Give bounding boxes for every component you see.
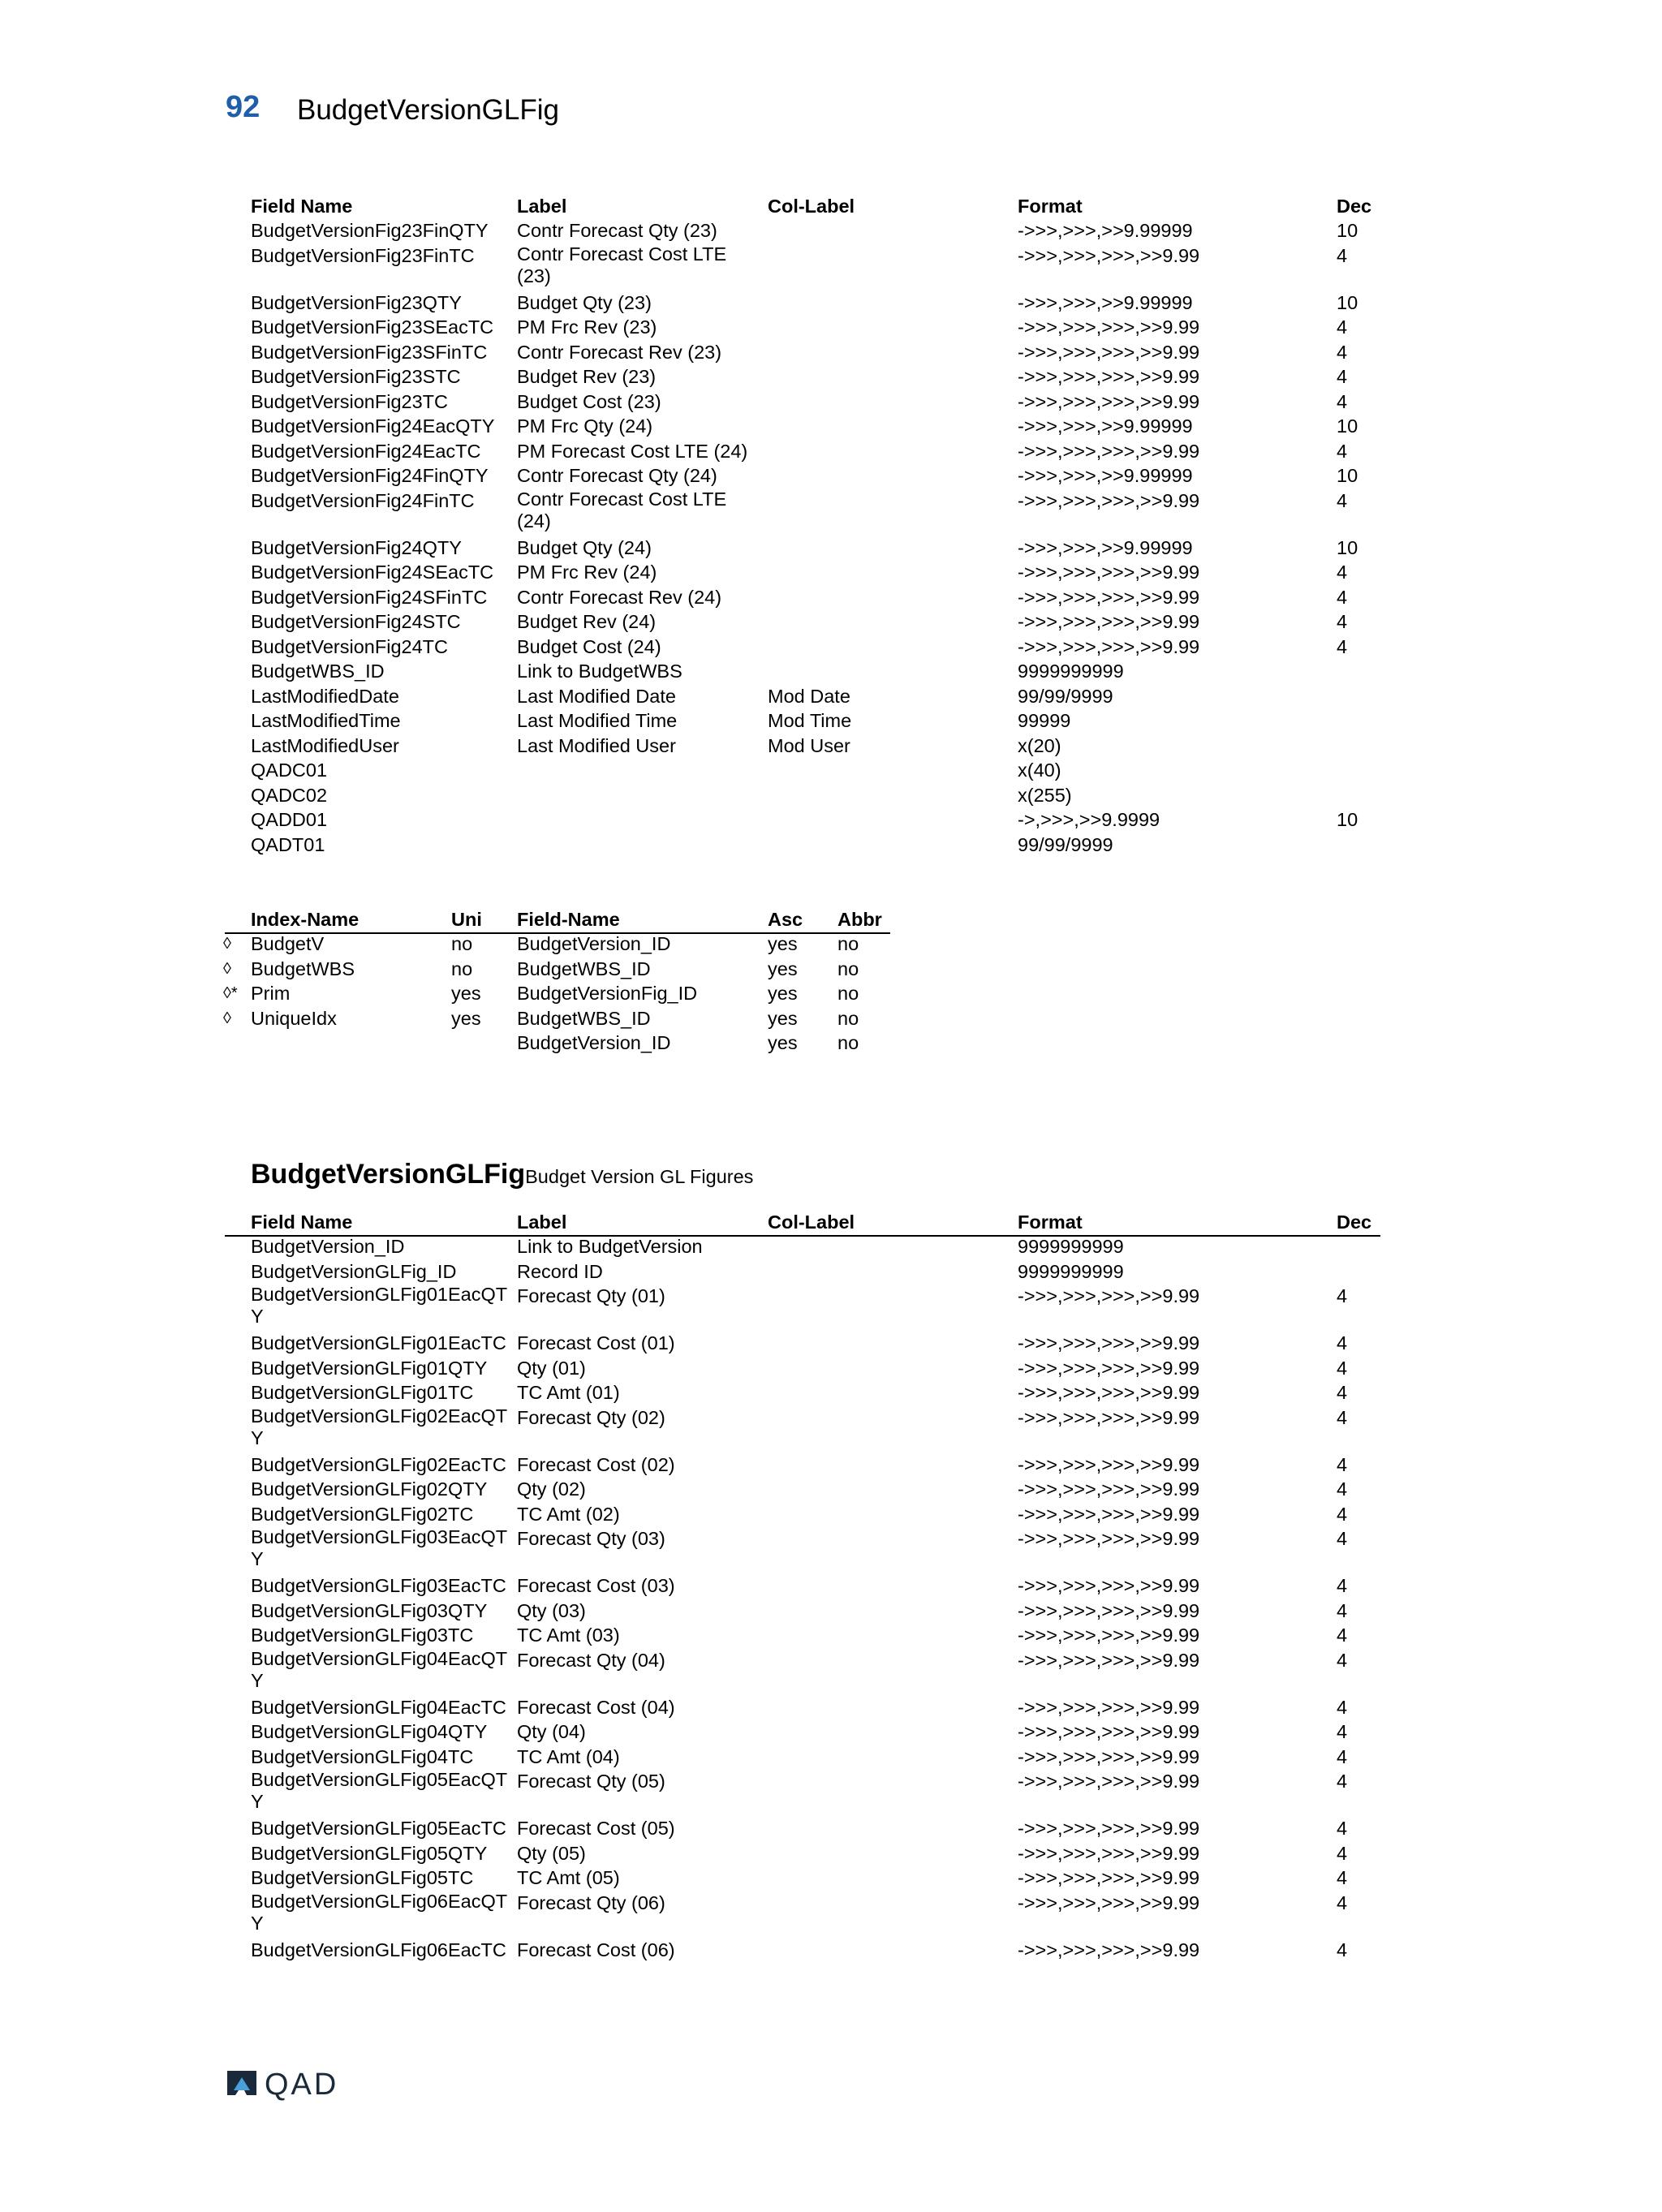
format-cell: 99999: [1018, 710, 1071, 731]
label-cell: Record ID: [517, 1260, 603, 1282]
label-cell: Qty (03): [517, 1599, 586, 1621]
field-name-cell: BudgetVersion_ID: [517, 933, 671, 954]
table-row: [251, 1259, 1387, 1285]
format-cell: ->>>,>>>,>>>,>>9.99: [1018, 316, 1200, 338]
column-header: Label: [517, 196, 567, 217]
field-name-cell: BudgetVersionGLFig05EacTC: [251, 1818, 506, 1839]
table-row: [251, 488, 1387, 536]
label-cell: Qty (02): [517, 1478, 586, 1500]
dec-cell: 4: [1337, 1745, 1348, 1767]
format-cell: ->>>,>>>,>>>,>>9.99: [1018, 341, 1200, 363]
table-row: [251, 1502, 1387, 1527]
index-row: [223, 957, 900, 982]
column-header: Dec: [1337, 196, 1372, 217]
format-cell: 99/99/9999: [1018, 833, 1113, 855]
format-cell: 9999999999: [1018, 1260, 1124, 1282]
field-name-cell: BudgetVersionGLFig05QTY: [251, 1842, 488, 1864]
table-row: [251, 708, 1387, 734]
field-name-cell: BudgetWBS_ID: [517, 958, 651, 979]
page-number: 92: [226, 90, 260, 124]
column-header: Label: [517, 1211, 567, 1233]
field-name-cell: BudgetVersionFig24FinTC: [251, 489, 475, 511]
dec-cell: 10: [1337, 465, 1358, 486]
dec-cell: 4: [1337, 1285, 1348, 1306]
table-name: BudgetVersionGLFig: [251, 1159, 526, 1190]
column-header: Field Name: [251, 1211, 353, 1233]
field-name-cell: BudgetVersionGLFig02EacQTY: [251, 1405, 508, 1448]
table-row: [251, 243, 1387, 290]
table-row: [251, 1477, 1387, 1502]
table-row: [251, 1648, 1387, 1695]
table-body: [223, 932, 900, 1056]
dec-cell: 4: [1337, 1721, 1348, 1742]
field-name-cell: BudgetVersionFig23FinTC: [251, 244, 475, 266]
field-table: [251, 194, 1387, 857]
format-cell: ->>>,>>>,>>9.99999: [1018, 465, 1193, 486]
column-header: Format: [1018, 1211, 1083, 1233]
label-cell: Forecast Qty (01): [517, 1285, 665, 1306]
field-name-cell: BudgetVersionGLFig_ID: [251, 1260, 457, 1282]
table-row: [251, 1452, 1387, 1478]
table-header-row: [251, 1210, 1387, 1234]
label-cell: Contr Forecast Cost LTE (23): [517, 243, 727, 286]
field-name-cell: LastModifiedDate: [251, 685, 399, 707]
format-cell: ->>>,>>>,>>>,>>9.99: [1018, 440, 1200, 462]
format-cell: ->>>,>>>,>>>,>>9.99: [1018, 1599, 1200, 1621]
table-row: [251, 609, 1387, 635]
label-cell: Qty (01): [517, 1357, 586, 1379]
dec-cell: 4: [1337, 1599, 1348, 1621]
page-title: BudgetVersionGLFig: [297, 94, 559, 126]
index-row: [223, 1006, 900, 1031]
format-cell: ->>>,>>>,>>>,>>9.99: [1018, 611, 1200, 632]
label-cell: Contr Forecast Qty (24): [517, 465, 717, 486]
asc-cell: yes: [768, 1007, 798, 1029]
dec-cell: 4: [1337, 1625, 1348, 1646]
format-cell: ->>>,>>>,>>>,>>9.99: [1018, 1771, 1200, 1792]
field-name-cell: BudgetVersionGLFig04EacQTY: [251, 1647, 508, 1691]
field-name-cell: BudgetVersionGLFig04TC: [251, 1745, 474, 1767]
field-name-cell: BudgetVersionGLFig05EacQTY: [251, 1769, 508, 1812]
format-cell: ->>>,>>>,>>>,>>9.99: [1018, 1406, 1200, 1428]
dec-cell: 4: [1337, 1382, 1348, 1403]
field-name-cell: BudgetVersionGLFig02EacTC: [251, 1453, 506, 1475]
label-cell: Forecast Qty (06): [517, 1891, 665, 1913]
field-name-cell: BudgetVersionGLFig01TC: [251, 1382, 474, 1403]
label-cell: TC Amt (04): [517, 1745, 620, 1767]
logo-text: QAD: [265, 2068, 339, 2102]
field-name-cell: BudgetVersionFig23TC: [251, 390, 448, 412]
format-cell: 9999999999: [1018, 1236, 1124, 1257]
dec-cell: 10: [1337, 809, 1358, 830]
table-row: [251, 315, 1387, 340]
col-label-cell: Mod Time: [768, 710, 852, 731]
field-name-cell: BudgetVersionFig24SEacTC: [251, 562, 494, 583]
table-row: [251, 734, 1387, 759]
field-name-cell: BudgetVersionFig24FinQTY: [251, 465, 489, 486]
unique-cell: no: [451, 933, 473, 954]
column-header: Col-Label: [768, 196, 855, 217]
format-cell: ->>>,>>>,>>>,>>9.99: [1018, 586, 1200, 608]
page-header: [0, 88, 1662, 136]
table-row: [251, 1938, 1387, 1963]
label-cell: Forecast Qty (03): [517, 1528, 665, 1549]
table-row: [251, 807, 1387, 833]
label-cell: Budget Rev (24): [517, 611, 657, 632]
column-header: Index-Name: [251, 909, 360, 930]
dec-cell: 4: [1337, 489, 1348, 511]
table-row: [251, 783, 1387, 808]
column-header: Dec: [1337, 1211, 1372, 1233]
label-cell: Contr Forecast Rev (24): [517, 586, 722, 608]
table-row: [251, 1284, 1387, 1331]
table-row: [251, 414, 1387, 439]
format-cell: ->>>,>>>,>>>,>>9.99: [1018, 1575, 1200, 1596]
table-row: [251, 585, 1387, 610]
format-cell: ->>>,>>>,>>>,>>9.99: [1018, 1478, 1200, 1500]
index-table: [223, 907, 900, 1056]
field-name-cell: BudgetVersionFig23SFinTC: [251, 341, 488, 363]
dec-cell: 4: [1337, 390, 1348, 412]
format-cell: x(255): [1018, 784, 1072, 806]
field-name-cell: BudgetVersionGLFig01EacTC: [251, 1332, 506, 1353]
table-row: [251, 1769, 1387, 1816]
table-header-row: [251, 194, 1387, 218]
label-cell: Qty (04): [517, 1721, 586, 1742]
field-name-cell: BudgetVersion_ID: [251, 1236, 405, 1257]
field-name-cell: BudgetVersionFig24QTY: [251, 536, 462, 558]
field-name-cell: BudgetVersionGLFig03EacTC: [251, 1575, 506, 1596]
field-name-cell: BudgetVersionFig23FinQTY: [251, 220, 489, 241]
field-name-cell: BudgetVersionFig24TC: [251, 635, 448, 657]
dec-cell: 4: [1337, 1528, 1348, 1549]
index-marker-icon: ◊: [223, 959, 231, 978]
label-cell: Forecast Qty (02): [517, 1406, 665, 1428]
index-row: [223, 932, 900, 957]
column-header: Asc: [768, 909, 803, 930]
format-cell: ->>>,>>>,>>>,>>9.99: [1018, 1285, 1200, 1306]
dec-cell: 10: [1337, 536, 1358, 558]
dec-cell: 4: [1337, 1867, 1348, 1888]
dec-cell: 10: [1337, 415, 1358, 437]
format-cell: ->>>,>>>,>>>,>>9.99: [1018, 390, 1200, 412]
label-cell: PM Frc Rev (23): [517, 316, 657, 338]
field-name-cell: BudgetVersionFig23STC: [251, 366, 461, 387]
dec-cell: 4: [1337, 440, 1348, 462]
index-row: [223, 981, 900, 1006]
format-cell: ->>>,>>>,>>>,>>9.99: [1018, 562, 1200, 583]
label-cell: Forecast Cost (04): [517, 1696, 675, 1718]
dec-cell: 4: [1337, 635, 1348, 657]
label-cell: Last Modified User: [517, 734, 676, 756]
label-cell: Qty (05): [517, 1842, 586, 1864]
label-cell: TC Amt (03): [517, 1625, 620, 1646]
dec-cell: 4: [1337, 1649, 1348, 1671]
table-row: [251, 1331, 1387, 1356]
abbr-cell: no: [837, 983, 859, 1004]
table-row: [251, 1695, 1387, 1720]
abbr-cell: no: [837, 958, 859, 979]
field-name-cell: BudgetVersionGLFig05TC: [251, 1867, 474, 1888]
field-name-cell: BudgetWBS_ID: [251, 661, 385, 682]
field-name-cell: BudgetVersionGLFig04EacTC: [251, 1696, 506, 1718]
table-row: [251, 1745, 1387, 1770]
dec-cell: 4: [1337, 1771, 1348, 1792]
asc-cell: yes: [768, 958, 798, 979]
field-name-cell: LastModifiedUser: [251, 734, 399, 756]
dec-cell: 4: [1337, 1453, 1348, 1475]
asc-cell: yes: [768, 1032, 798, 1053]
dec-cell: 4: [1337, 1818, 1348, 1839]
qad-logo-icon: [226, 2069, 258, 2101]
abbr-cell: no: [837, 1007, 859, 1029]
field-name-cell: BudgetVersionGLFig06EacTC: [251, 1939, 506, 1960]
format-cell: ->>>,>>>,>>>,>>9.99: [1018, 366, 1200, 387]
format-cell: x(20): [1018, 734, 1061, 756]
table-row: [251, 389, 1387, 415]
field-name-cell: BudgetVersion_ID: [517, 1032, 671, 1053]
field-name-cell: QADC01: [251, 760, 328, 781]
field-name-cell: BudgetVersionGLFig06EacQTY: [251, 1890, 508, 1934]
table-row: [251, 1380, 1387, 1405]
label-cell: PM Forecast Cost LTE (24): [517, 440, 748, 462]
column-header: Format: [1018, 196, 1083, 217]
index-name-cell: BudgetV: [251, 933, 325, 954]
index-marker-icon: ◊*: [223, 984, 238, 1002]
label-cell: Budget Cost (23): [517, 390, 661, 412]
field-name-cell: BudgetVersionFig24STC: [251, 611, 461, 632]
dec-cell: 4: [1337, 366, 1348, 387]
label-cell: Link to BudgetVersion: [517, 1236, 703, 1257]
dec-cell: 4: [1337, 1503, 1348, 1525]
asc-cell: yes: [768, 983, 798, 1004]
dec-cell: 4: [1337, 586, 1348, 608]
table-row: [251, 1234, 1387, 1259]
unique-cell: yes: [451, 1007, 481, 1029]
field-name-cell: BudgetVersionFig_ID: [517, 983, 698, 1004]
label-cell: Forecast Cost (03): [517, 1575, 675, 1596]
label-cell: Forecast Cost (01): [517, 1332, 675, 1353]
qad-logo: [226, 2068, 338, 2102]
dec-cell: 4: [1337, 1406, 1348, 1428]
label-cell: Forecast Cost (06): [517, 1939, 675, 1960]
label-cell: PM Frc Rev (24): [517, 562, 657, 583]
dec-cell: 4: [1337, 562, 1348, 583]
format-cell: ->>>,>>>,>>>,>>9.99: [1018, 489, 1200, 511]
label-cell: Last Modified Time: [517, 710, 678, 731]
format-cell: ->>>,>>>,>>>,>>9.99: [1018, 1332, 1200, 1353]
column-header: Abbr: [837, 909, 882, 930]
dec-cell: 4: [1337, 316, 1348, 338]
table-row: [251, 1599, 1387, 1624]
asc-cell: yes: [768, 933, 798, 954]
field-name-cell: BudgetVersionFig24SFinTC: [251, 586, 488, 608]
field-table-2: [251, 1210, 1387, 1962]
format-cell: ->>>,>>>,>>>,>>9.99: [1018, 1625, 1200, 1646]
field-name-cell: BudgetVersionFig23SEacTC: [251, 316, 494, 338]
table-header-row: [251, 907, 900, 932]
table-row: [251, 364, 1387, 389]
format-cell: ->>>,>>>,>>>,>>9.99: [1018, 1503, 1200, 1525]
index-name-cell: Prim: [251, 983, 291, 1004]
table-row: [251, 1573, 1387, 1599]
dec-cell: 4: [1337, 1696, 1348, 1718]
dec-cell: 4: [1337, 1842, 1348, 1864]
table-description: Budget Version GL Figures: [525, 1166, 754, 1187]
table-row: [251, 1356, 1387, 1381]
dec-cell: 4: [1337, 1939, 1348, 1960]
label-cell: Budget Qty (23): [517, 291, 652, 313]
abbr-cell: no: [837, 933, 859, 954]
format-cell: ->>>,>>>,>>>,>>9.99: [1018, 635, 1200, 657]
label-cell: Forecast Cost (02): [517, 1453, 675, 1475]
column-header: Col-Label: [768, 1211, 855, 1233]
label-cell: Forecast Qty (05): [517, 1771, 665, 1792]
label-cell: Contr Forecast Cost LTE (24): [517, 488, 727, 531]
dec-cell: 4: [1337, 244, 1348, 266]
col-label-cell: Mod User: [768, 734, 850, 756]
table-body: [251, 1234, 1387, 1962]
label-cell: TC Amt (02): [517, 1503, 620, 1525]
format-cell: ->>>,>>>,>>>,>>9.99: [1018, 1818, 1200, 1839]
column-header: Field-Name: [517, 909, 620, 930]
section-title: [251, 1159, 753, 1190]
table-row: [251, 758, 1387, 783]
format-cell: ->>>,>>>,>>>,>>9.99: [1018, 1745, 1200, 1767]
label-cell: Forecast Qty (04): [517, 1649, 665, 1671]
field-name-cell: BudgetVersionFig23QTY: [251, 291, 462, 313]
format-cell: ->>>,>>>,>>>,>>9.99: [1018, 1357, 1200, 1379]
index-marker-icon: ◊: [223, 935, 231, 953]
table-row: [251, 340, 1387, 365]
field-name-cell: BudgetVersionGLFig03QTY: [251, 1599, 488, 1621]
format-cell: ->>>,>>>,>>9.99999: [1018, 220, 1193, 241]
dec-cell: 4: [1337, 1575, 1348, 1596]
table-row: [251, 833, 1387, 858]
field-name-cell: BudgetWBS_ID: [517, 1007, 651, 1029]
format-cell: 9999999999: [1018, 661, 1124, 682]
format-cell: ->>>,>>>,>>>,>>9.99: [1018, 1528, 1200, 1549]
table-row: [251, 635, 1387, 660]
table-row: [251, 1841, 1387, 1866]
unique-cell: yes: [451, 983, 481, 1004]
dec-cell: 4: [1337, 341, 1348, 363]
format-cell: ->>>,>>>,>>>,>>9.99: [1018, 244, 1200, 266]
table-body: [251, 218, 1387, 857]
table-row: [251, 684, 1387, 709]
field-name-cell: BudgetVersionGLFig01QTY: [251, 1357, 488, 1379]
column-header: Field Name: [251, 196, 353, 217]
format-cell: ->>>,>>>,>>>,>>9.99: [1018, 1382, 1200, 1403]
table-row: [251, 1526, 1387, 1573]
field-name-cell: QADT01: [251, 833, 325, 855]
dec-cell: 10: [1337, 291, 1358, 313]
table-row: [251, 536, 1387, 561]
table-row: [251, 290, 1387, 316]
format-cell: ->,>>>,>>9.9999: [1018, 809, 1160, 830]
field-name-cell: BudgetVersionGLFig01EacQTY: [251, 1284, 508, 1327]
table-row: [251, 1816, 1387, 1841]
field-name-cell: BudgetVersionGLFig03TC: [251, 1625, 474, 1646]
format-cell: ->>>,>>>,>>>,>>9.99: [1018, 1891, 1200, 1913]
dec-cell: 4: [1337, 1891, 1348, 1913]
dec-cell: 4: [1337, 1332, 1348, 1353]
table-row: [251, 218, 1387, 243]
table-row: [251, 1623, 1387, 1648]
label-cell: Budget Rev (23): [517, 366, 657, 387]
column-header: Uni: [451, 909, 482, 930]
index-name-cell: UniqueIdx: [251, 1007, 337, 1029]
field-name-cell: BudgetVersionFig24EacQTY: [251, 415, 495, 437]
format-cell: ->>>,>>>,>>>,>>9.99: [1018, 1649, 1200, 1671]
field-name-cell: QADD01: [251, 809, 328, 830]
format-cell: ->>>,>>>,>>9.99999: [1018, 536, 1193, 558]
field-name-cell: BudgetVersionGLFig02QTY: [251, 1478, 488, 1500]
dec-cell: 4: [1337, 1478, 1348, 1500]
field-name-cell: QADC02: [251, 784, 328, 806]
table-row: [251, 463, 1387, 488]
abbr-cell: no: [837, 1032, 859, 1053]
format-cell: ->>>,>>>,>>>,>>9.99: [1018, 1939, 1200, 1960]
index-name-cell: BudgetWBS: [251, 958, 355, 979]
field-name-cell: LastModifiedTime: [251, 710, 401, 731]
format-cell: x(40): [1018, 760, 1061, 781]
table-row: [251, 560, 1387, 585]
field-name-cell: BudgetVersionGLFig03EacQTY: [251, 1526, 508, 1569]
label-cell: Budget Qty (24): [517, 536, 652, 558]
format-cell: ->>>,>>>,>>>,>>9.99: [1018, 1696, 1200, 1718]
dec-cell: 4: [1337, 611, 1348, 632]
label-cell: Contr Forecast Qty (23): [517, 220, 717, 241]
table-row: [251, 1866, 1387, 1891]
table-row: [251, 659, 1387, 684]
table-row: [251, 1891, 1387, 1938]
label-cell: Forecast Cost (05): [517, 1818, 675, 1839]
label-cell: Budget Cost (24): [517, 635, 661, 657]
dec-cell: 4: [1337, 1357, 1348, 1379]
field-name-cell: BudgetVersionFig24EacTC: [251, 440, 481, 462]
table-row: [251, 1719, 1387, 1745]
label-cell: Last Modified Date: [517, 685, 676, 707]
unique-cell: no: [451, 958, 473, 979]
label-cell: TC Amt (05): [517, 1867, 620, 1888]
field-name-cell: BudgetVersionGLFig04QTY: [251, 1721, 488, 1742]
format-cell: ->>>,>>>,>>>,>>9.99: [1018, 1453, 1200, 1475]
index-marker-icon: ◊: [223, 1009, 231, 1027]
format-cell: ->>>,>>>,>>9.99999: [1018, 291, 1193, 313]
table-row: [251, 1405, 1387, 1452]
table-row: [251, 439, 1387, 464]
index-row: [251, 1031, 900, 1056]
dec-cell: 10: [1337, 220, 1358, 241]
label-cell: Contr Forecast Rev (23): [517, 341, 722, 363]
label-cell: PM Frc Qty (24): [517, 415, 653, 437]
col-label-cell: Mod Date: [768, 685, 850, 707]
label-cell: Link to BudgetWBS: [517, 661, 682, 682]
format-cell: 99/99/9999: [1018, 685, 1113, 707]
field-name-cell: BudgetVersionGLFig02TC: [251, 1503, 474, 1525]
format-cell: ->>>,>>>,>>>,>>9.99: [1018, 1867, 1200, 1888]
label-cell: TC Amt (01): [517, 1382, 620, 1403]
format-cell: ->>>,>>>,>>>,>>9.99: [1018, 1842, 1200, 1864]
format-cell: ->>>,>>>,>>>,>>9.99: [1018, 1721, 1200, 1742]
format-cell: ->>>,>>>,>>9.99999: [1018, 415, 1193, 437]
